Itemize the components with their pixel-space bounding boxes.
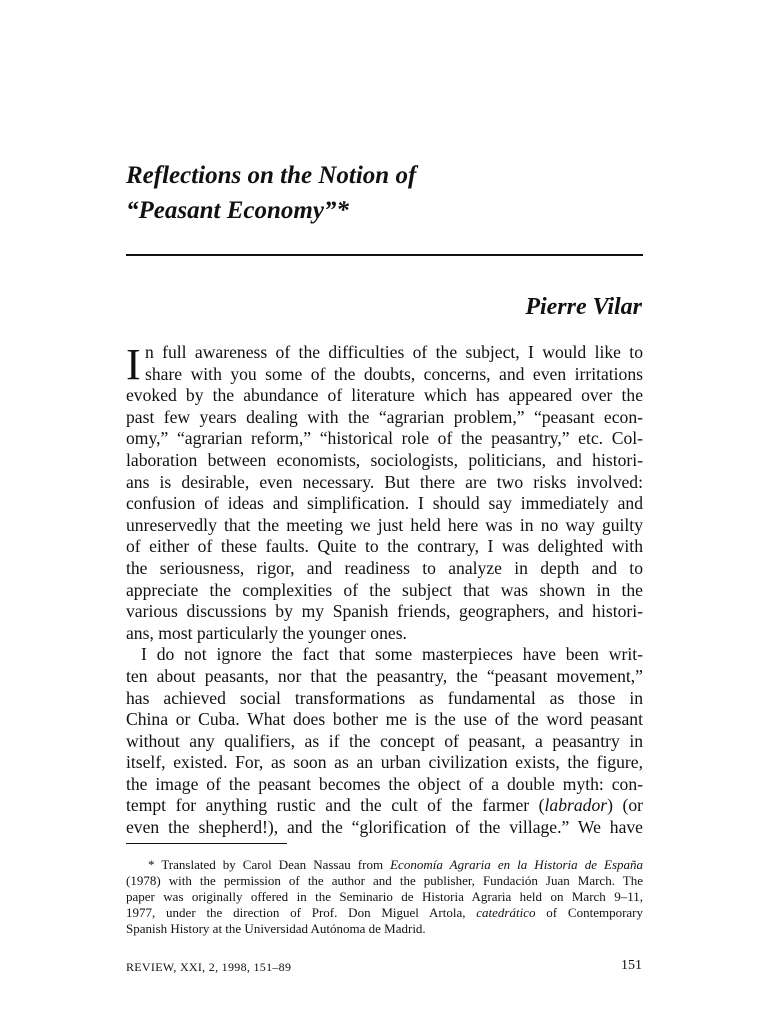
footnote-text-segment: of Contemporary — [535, 905, 643, 920]
body-text-segment: tempt for anything rustic and the cult of the farmer ( — [126, 795, 545, 816]
body-line: China or Cuba. What does bother me is the use of the word peasant — [126, 709, 643, 730]
footnote-italic-term: catedrático — [476, 905, 536, 920]
italic-term: labrador — [544, 795, 608, 816]
footnote-line: Spanish History at the Universidad Autónoma de Madrid. — [126, 921, 426, 936]
footnote-text-segment: Translated by Carol Dean Nassau from — [161, 857, 391, 872]
body-line — [126, 795, 643, 817]
body-line: without any qualifiers, as if the concept of peasant, a peasantry in — [126, 730, 643, 751]
footnote-rule — [126, 843, 287, 844]
body-line: has achieved social transformations as fundamental as those in — [126, 687, 643, 708]
footnote-line — [126, 905, 643, 921]
body-line: past few years dealing with the “agrarian problem,” “peasant econ- — [126, 406, 643, 427]
drop-cap: I — [126, 340, 141, 389]
footnote-line: (1978) with the permission of the author and the publisher, Fundación Juan March. The — [126, 873, 643, 888]
body-line: unreservedly that the meeting we just held here was in no way guilty — [126, 514, 643, 535]
body-line: itself, existed. For, as soon as an urban civilization exists, the figure, — [126, 752, 643, 773]
journal-citation: REVIEW, XXI, 2, 1998, 151–89 — [126, 960, 292, 974]
body-line: laboration between economists, sociologists, politicians, and histori- — [126, 449, 643, 470]
footnote-line: paper was originally offered in the Seminario de Historia Agraria held on March 9–11, — [126, 889, 643, 904]
footnote-line — [126, 857, 643, 873]
body-line: ten about peasants, nor that the peasantry, the “peasant movement,” — [126, 665, 643, 686]
body-line: appreciate the complexities of the subject that was shown in the — [126, 579, 643, 600]
body-line: the seriousness, rigor, and readiness to analyze in depth and to — [126, 557, 643, 578]
body-line: I do not ignore the fact that some masterpieces have been writ- — [141, 644, 643, 665]
footnote-text-segment: 1977, under the direction of Prof. Don Miguel Artola, — [126, 905, 477, 920]
body-line: the image of the peasant becomes the object of a double myth: con- — [126, 773, 643, 794]
title-line-1: Reflections on the Notion of — [126, 162, 417, 189]
footnote-italic-title: Economía Agraria en la Historia de España — [390, 857, 644, 872]
footnote — [126, 857, 643, 937]
body-line: of either of these faults. Quite to the contrary, I was delighted with — [126, 536, 643, 557]
page-number: 151 — [621, 958, 642, 973]
footnote-marker: * — [148, 857, 155, 872]
body-line: share with you some of the doubts, concerns, and even irritations — [145, 363, 643, 384]
article-body — [126, 342, 643, 839]
body-line: n full awareness of the difficulties of the subject, I would like to — [145, 342, 643, 362]
body-line: ans, most particularly the younger ones. — [126, 622, 407, 643]
body-text-segment: ) (or — [607, 795, 643, 816]
body-line: confusion of ideas and simplification. I should say immediately and — [126, 493, 643, 514]
body-line: even the shepherd!), and the “glorification of the village.” We have — [126, 817, 643, 838]
body-line: various discussions by my Spanish friends, geographers, and histori- — [126, 601, 643, 622]
title-line-2: “Peasant Economy”* — [126, 197, 349, 224]
body-line: evoked by the abundance of literature which has appeared over the — [126, 385, 643, 406]
title-rule — [126, 254, 643, 256]
author-name: Pierre Vilar — [525, 294, 642, 320]
article-title — [126, 158, 416, 228]
body-line: ans is desirable, even necessary. But there are two risks involved: — [126, 471, 643, 492]
body-line: omy,” “agrarian reform,” “historical role of the peasantry,” etc. Col- — [126, 428, 643, 449]
